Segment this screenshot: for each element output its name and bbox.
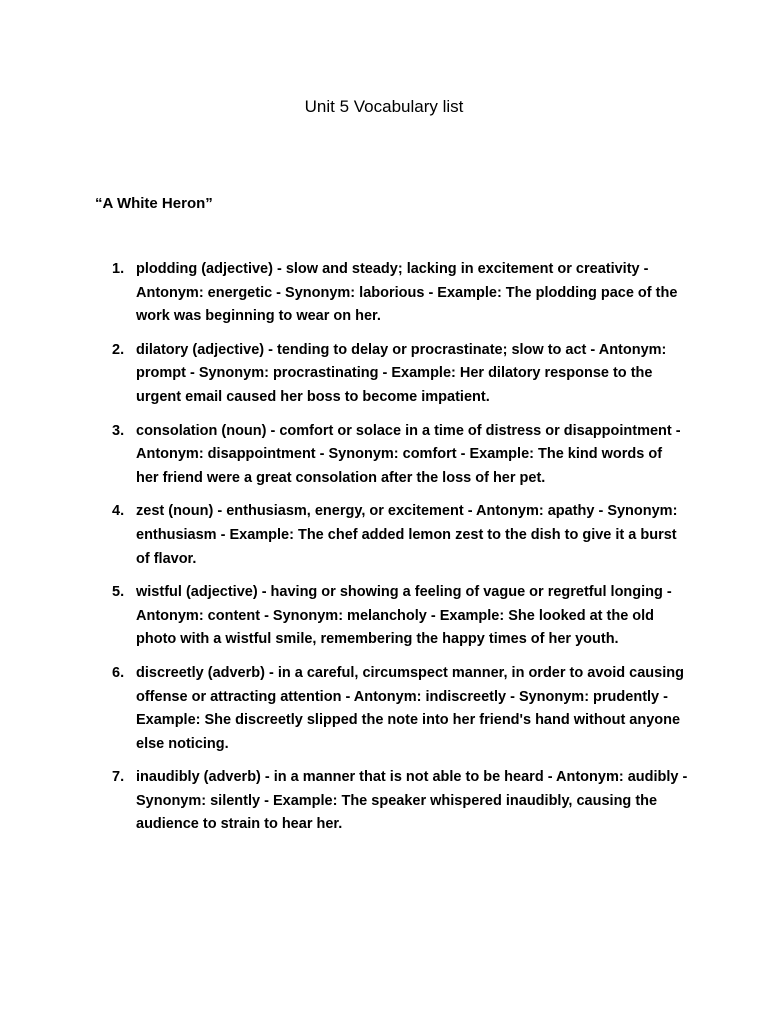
- vocab-item: [0, 420, 768, 491]
- item-text: wistful (adjective) - having or showing a feeling of vague or regretful longing - Antonym: content - Synonym: melancholy - Example: She looked at the old photo with a wistful smile, remembering the happy times of her youth.: [136, 584, 672, 648]
- item-text: zest (noun) - enthusiasm, energy, or excitement - Antonym: apathy - Synonym: enthusiasm - Example: The chef added lemon zest to the dish to give it a burst of flavor.: [136, 503, 678, 567]
- item-number: 6.: [112, 664, 125, 681]
- vocab-item: [0, 500, 768, 571]
- vocab-item: [0, 766, 768, 837]
- item-text: inaudibly (adverb) - in a manner that is not able to be heard - Antonym: audibly - Synonym: silently - Example: The speaker whispered inaudibly, causing the audience to strain to hear her.: [136, 769, 688, 833]
- vocab-item: [0, 258, 768, 329]
- item-number: 2.: [112, 341, 125, 358]
- section-heading: “A White Heron”: [95, 195, 213, 212]
- item-text: dilatory (adjective) - tending to delay or procrastinate; slow to act - Antonym: prompt - Synonym: procrastinating - Example: Her dilatory response to the urgent email caused her boss to become impatient.: [136, 341, 667, 405]
- vocabulary-list: [0, 258, 768, 847]
- vocab-item: [0, 339, 768, 410]
- item-number: 4.: [112, 503, 125, 520]
- vocab-item: [0, 581, 768, 652]
- page-title: Unit 5 Vocabulary list: [304, 97, 464, 116]
- item-number: 7.: [112, 769, 125, 786]
- item-text: plodding (adjective) - slow and steady; lacking in excitement or creativity - Antonym: energetic - Synonym: laborious - Example: The plodding pace of the work was beginning to wear on her.: [136, 261, 678, 325]
- vocab-item: [0, 662, 768, 756]
- item-number: 1.: [112, 261, 125, 277]
- item-number: 3.: [112, 422, 125, 439]
- item-text: discreetly (adverb) - in a careful, circumspect manner, in order to avoid causing offense or attracting attention - Antonym: indiscreetly - Synonym: prudently - Example: She discreetly slipped the note into her friend's hand without anyone else noticing.: [136, 664, 684, 752]
- item-text: consolation (noun) - comfort or solace in a time of distress or disappointment - Antonym: disappointment - Synonym: comfort - Example: The kind words of her friend were a great consolation after the loss of her pet.: [136, 422, 681, 486]
- item-number: 5.: [112, 584, 125, 601]
